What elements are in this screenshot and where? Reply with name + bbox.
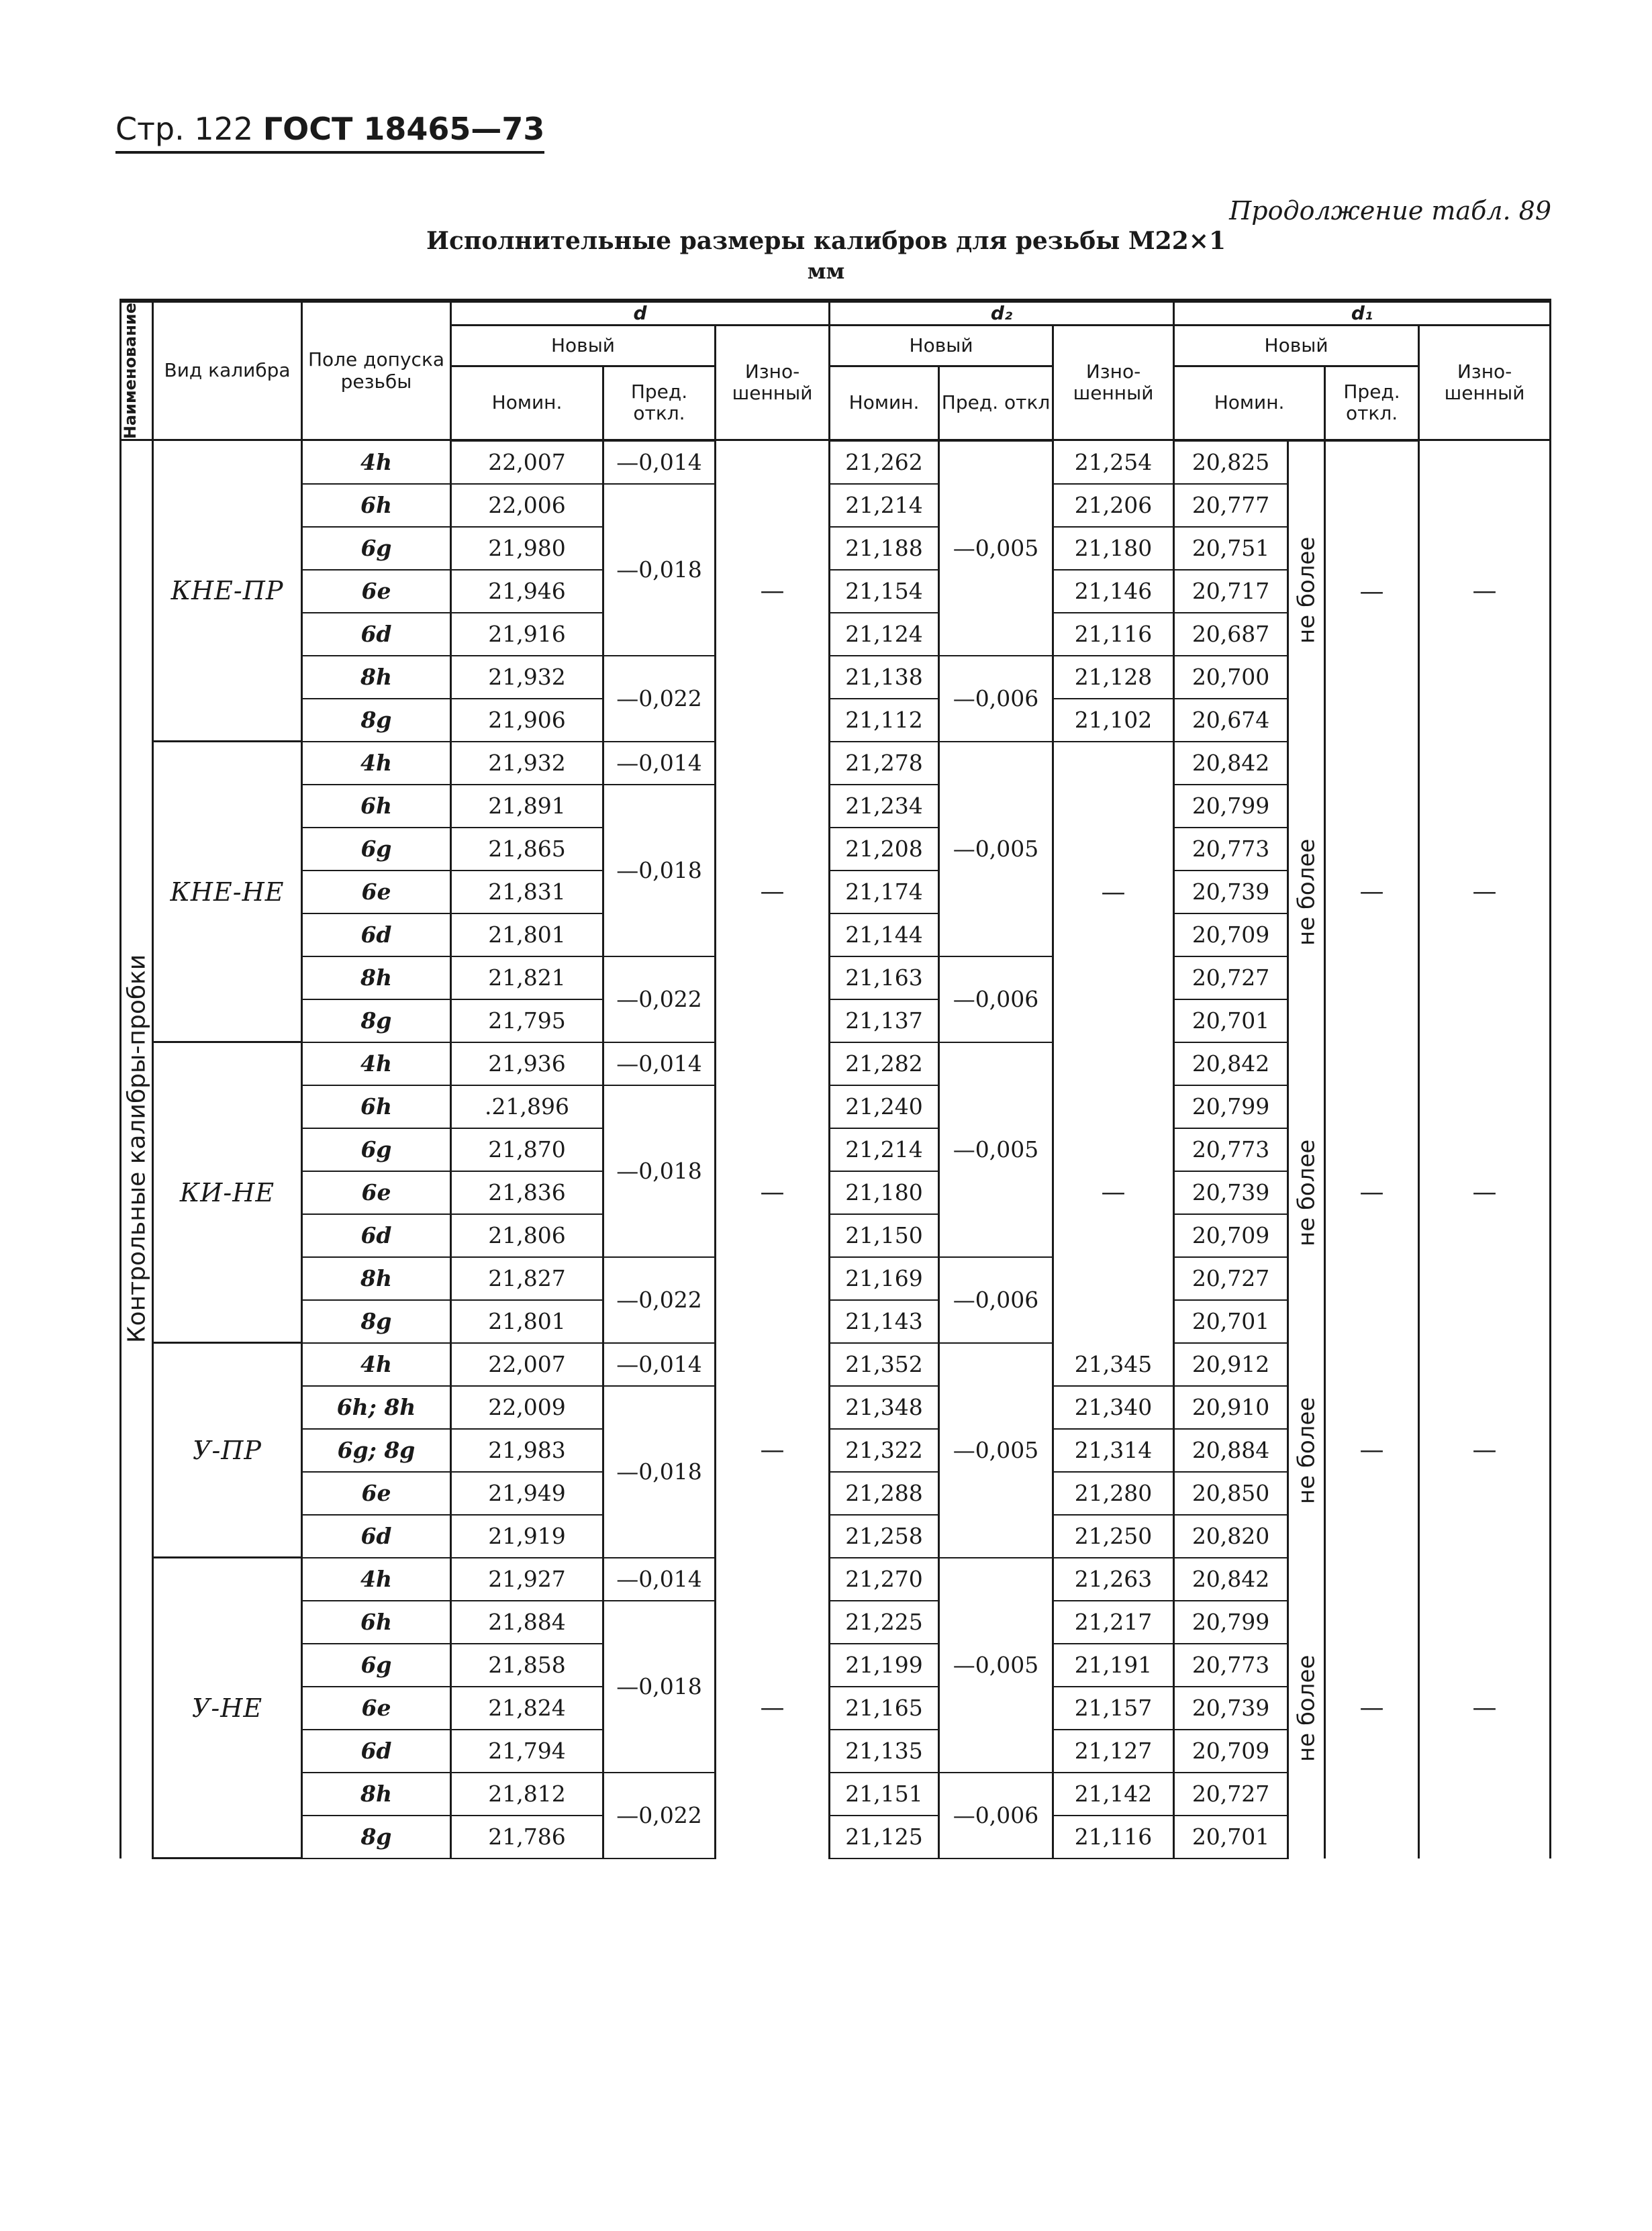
d-deviation: —0,018 — [603, 785, 716, 956]
d-nominal: 21,932 — [451, 656, 603, 699]
calibre-type: У-НЕ — [153, 1558, 302, 1858]
d-deviation: —0,022 — [603, 956, 716, 1042]
d1-nominal: 20,777 — [1174, 484, 1288, 527]
tolerance-field: 4h — [302, 1343, 451, 1386]
d2-nominal: 21,124 — [830, 613, 939, 656]
table-title: Исполнительные размеры калибров для резьбы M22×1 — [426, 227, 1226, 255]
col-d-header — [451, 301, 830, 326]
d2-worn: 21,102 — [1053, 699, 1174, 742]
tolerance-field: 6g — [302, 1644, 451, 1687]
d-deviation: —0,022 — [603, 1773, 716, 1858]
d-nominal: 21,836 — [451, 1171, 603, 1214]
d2-nominal: 21,262 — [830, 440, 939, 484]
d-nominal: .21,896 — [451, 1085, 603, 1128]
d-nominal: 21,831 — [451, 871, 603, 913]
d-deviation: —0,014 — [603, 440, 716, 484]
d2-nominal: 21,270 — [830, 1558, 939, 1601]
d-deviation: —0,018 — [603, 1085, 716, 1257]
d-nominal: 21,916 — [451, 613, 603, 656]
d1-nominal: 20,799 — [1174, 785, 1288, 828]
d2-nominal: 21,143 — [830, 1300, 939, 1343]
tolerance-field: 8h — [302, 656, 451, 699]
d-deviation: —0,014 — [603, 1343, 716, 1386]
d2-nominal: 21,282 — [830, 1042, 939, 1085]
d2-deviation: —0,005 — [939, 1558, 1053, 1773]
d2-nominal: 21,348 — [830, 1386, 939, 1429]
d2-deviation: —0,006 — [939, 656, 1053, 742]
d1-nominal: 20,701 — [1174, 999, 1288, 1042]
d2-worn: 21,250 — [1053, 1515, 1174, 1558]
tolerance-field: 6d — [302, 913, 451, 956]
d2-worn: 21,180 — [1053, 527, 1174, 570]
d-nominal: 21,870 — [451, 1128, 603, 1171]
side-label: Контрольные калибры-пробки — [121, 440, 153, 1858]
tolerance-field: 6h — [302, 785, 451, 828]
d1-nominal: 20,842 — [1174, 742, 1288, 785]
table-body — [121, 440, 1551, 1858]
d2-nominal: 21,137 — [830, 999, 939, 1042]
d2-nominal: 21,151 — [830, 1773, 939, 1816]
tolerance-field: 6g; 8g — [302, 1429, 451, 1472]
tolerance-field: 8g — [302, 699, 451, 742]
d2-worn: 21,116 — [1053, 1816, 1174, 1858]
d1-deviation: — — [1325, 1558, 1419, 1858]
d-nominal: 21,927 — [451, 1558, 603, 1601]
d-nominal: 21,801 — [451, 913, 603, 956]
tolerance-field: 4h — [302, 1558, 451, 1601]
d-symbol: d — [633, 302, 647, 324]
tolerance-field: 6e — [302, 570, 451, 613]
d-deviation: —0,018 — [603, 484, 716, 656]
tolerance-field: 8h — [302, 1257, 451, 1300]
d-nominal: 21,932 — [451, 742, 603, 785]
d-nominal: 21,786 — [451, 1816, 603, 1858]
tolerance-field: 4h — [302, 742, 451, 785]
table-row — [121, 440, 1551, 484]
tolerance-field: 6e — [302, 1472, 451, 1515]
d-nominal: 21,824 — [451, 1687, 603, 1730]
tolerance-field: 6h; 8h — [302, 1386, 451, 1429]
d2-nominal: 21,188 — [830, 527, 939, 570]
tolerance-field: 6g — [302, 1128, 451, 1171]
calibre-type: У-ПР — [153, 1343, 302, 1558]
d-nominal: 21,812 — [451, 1773, 603, 1816]
d-nominal: 21,980 — [451, 527, 603, 570]
d-nominal: 22,009 — [451, 1386, 603, 1429]
d1-nominal: 20,701 — [1174, 1816, 1288, 1858]
tolerance-field: 4h — [302, 440, 451, 484]
table-row — [121, 1042, 1551, 1085]
d1-limit-note: не более — [1288, 742, 1325, 1042]
calibre-type: КНЕ-ПР — [153, 440, 302, 742]
d-deviation: —0,018 — [603, 1386, 716, 1558]
d1-limit-note: не более — [1288, 440, 1325, 742]
d-nominal: 22,007 — [451, 1343, 603, 1386]
d1-nominal: 20,674 — [1174, 699, 1288, 742]
d-nominal: 21,801 — [451, 1300, 603, 1343]
d-dev-header: Пред. откл. — [603, 366, 716, 440]
tolerance-field: 6e — [302, 871, 451, 913]
page-number: Стр. 122 — [115, 111, 254, 147]
d2-worn: 21,263 — [1053, 1558, 1174, 1601]
table-row — [121, 1343, 1551, 1386]
d1-nominal: 20,850 — [1174, 1472, 1288, 1515]
d2-worn: 21,128 — [1053, 656, 1174, 699]
d2-nominal: 21,225 — [830, 1601, 939, 1644]
d1-nominal: 20,799 — [1174, 1085, 1288, 1128]
d-nominal: 21,821 — [451, 956, 603, 999]
d2-deviation: —0,005 — [939, 440, 1053, 656]
table-row — [121, 1558, 1551, 1601]
d-nominal: 21,891 — [451, 785, 603, 828]
d2-worn: 21,314 — [1053, 1429, 1174, 1472]
d2-nominal: 21,163 — [830, 956, 939, 999]
calibre-type: КИ-НЕ — [153, 1042, 302, 1343]
tolerance-field: 6h — [302, 1085, 451, 1128]
d1-nominal: 20,773 — [1174, 1128, 1288, 1171]
d2-worn: 21,157 — [1053, 1687, 1174, 1730]
tolerance-field: 8g — [302, 1300, 451, 1343]
d-nominal: 21,946 — [451, 570, 603, 613]
d-deviation: —0,022 — [603, 1257, 716, 1343]
d2-nominal: 21,180 — [830, 1171, 939, 1214]
d2-nom-header: Номин. — [830, 366, 939, 440]
d2-nominal: 21,135 — [830, 1730, 939, 1773]
tolerance-field: 4h — [302, 1042, 451, 1085]
d2-worn: 21,340 — [1053, 1386, 1174, 1429]
d2-worn: 21,146 — [1053, 570, 1174, 613]
d-nominal: 21,983 — [451, 1429, 603, 1472]
d1-worn: — — [1419, 1558, 1551, 1858]
d2-worn-header: Изно-шенный — [1053, 326, 1174, 440]
d-nominal: 21,795 — [451, 999, 603, 1042]
d2-worn: 21,206 — [1053, 484, 1174, 527]
d2-nominal: 21,258 — [830, 1515, 939, 1558]
d-worn-header: Изно-шенный — [716, 326, 830, 440]
d1-nominal: 20,700 — [1174, 656, 1288, 699]
d2-worn: 21,116 — [1053, 613, 1174, 656]
d-nominal: 21,794 — [451, 1730, 603, 1773]
d2-nominal: 21,234 — [830, 785, 939, 828]
d-nominal: 21,949 — [451, 1472, 603, 1515]
d1-nominal: 20,727 — [1174, 1773, 1288, 1816]
d2-symbol: d₂ — [990, 302, 1013, 324]
d2-nominal: 21,150 — [830, 1214, 939, 1257]
d2-deviation: —0,005 — [939, 1343, 1053, 1558]
d2-worn: — — [1053, 742, 1174, 1042]
d1-nominal: 20,842 — [1174, 1558, 1288, 1601]
d1-nominal: 20,709 — [1174, 913, 1288, 956]
d-nominal: 21,865 — [451, 828, 603, 871]
d2-nominal: 21,214 — [830, 484, 939, 527]
page-header — [115, 111, 544, 147]
d1-nominal: 20,709 — [1174, 1730, 1288, 1773]
d1-deviation: — — [1325, 440, 1419, 742]
d-deviation: —0,014 — [603, 742, 716, 785]
d1-worn: — — [1419, 742, 1551, 1042]
d1-nominal: 20,773 — [1174, 828, 1288, 871]
d1-worn: — — [1419, 440, 1551, 742]
d1-nominal: 20,751 — [1174, 527, 1288, 570]
col-type-header: Вид калибра — [153, 301, 302, 440]
d1-nom-header: Номин. — [1174, 366, 1325, 440]
d-nominal: 22,007 — [451, 440, 603, 484]
d-nominal: 21,936 — [451, 1042, 603, 1085]
tolerance-field: 6d — [302, 1214, 451, 1257]
d2-deviation: —0,006 — [939, 956, 1053, 1042]
header-rule — [115, 151, 544, 154]
standard-code: ГОСТ 18465—73 — [262, 111, 545, 147]
d1-nominal: 20,842 — [1174, 1042, 1288, 1085]
d-nominal: 22,006 — [451, 484, 603, 527]
tolerance-field: 8g — [302, 1816, 451, 1858]
d1-nominal: 20,799 — [1174, 1601, 1288, 1644]
d2-nominal: 21,112 — [830, 699, 939, 742]
name-header-text: Наименование — [121, 303, 140, 440]
d2-worn: 21,127 — [1053, 1730, 1174, 1773]
d1-new-header: Новый — [1174, 326, 1419, 366]
d-worn: — — [716, 742, 830, 1042]
d2-worn: 21,217 — [1053, 1601, 1174, 1644]
d1-nominal: 20,687 — [1174, 613, 1288, 656]
d1-dev-header: Пред. откл. — [1325, 366, 1419, 440]
tolerance-field: 6e — [302, 1687, 451, 1730]
d1-limit-note: не более — [1288, 1343, 1325, 1558]
d1-nominal: 20,912 — [1174, 1343, 1288, 1386]
d-nominal: 21,884 — [451, 1601, 603, 1644]
d1-nominal: 20,773 — [1174, 1644, 1288, 1687]
d1-worn-header: Изно-шенный — [1419, 326, 1551, 440]
d1-worn: — — [1419, 1042, 1551, 1343]
d2-nominal: 21,240 — [830, 1085, 939, 1128]
d-nominal: 21,806 — [451, 1214, 603, 1257]
d1-deviation: — — [1325, 742, 1419, 1042]
d1-nominal: 20,709 — [1174, 1214, 1288, 1257]
d2-nominal: 21,144 — [830, 913, 939, 956]
d2-nominal: 21,208 — [830, 828, 939, 871]
d-deviation: —0,014 — [603, 1558, 716, 1601]
d1-limit-note: не более — [1288, 1558, 1325, 1858]
d1-nominal: 20,739 — [1174, 1687, 1288, 1730]
d1-nominal: 20,739 — [1174, 1171, 1288, 1214]
col-d1-header — [1174, 301, 1551, 326]
d-worn: — — [716, 440, 830, 742]
d2-deviation: —0,006 — [939, 1257, 1053, 1343]
d2-worn: 21,345 — [1053, 1343, 1174, 1386]
d1-nominal: 20,717 — [1174, 570, 1288, 613]
d-nominal: 21,906 — [451, 699, 603, 742]
d1-nominal: 20,727 — [1174, 956, 1288, 999]
d1-nominal: 20,820 — [1174, 1515, 1288, 1558]
d1-limit-note: не более — [1288, 1042, 1325, 1343]
d1-nominal: 20,884 — [1174, 1429, 1288, 1472]
tolerance-field: 6h — [302, 484, 451, 527]
d1-deviation: — — [1325, 1343, 1419, 1558]
tolerance-field: 8g — [302, 999, 451, 1042]
d-deviation: —0,022 — [603, 656, 716, 742]
table-units: мм — [807, 258, 845, 284]
d1-symbol: d₁ — [1351, 302, 1373, 324]
d-nominal: 21,858 — [451, 1644, 603, 1687]
calibre-table — [119, 299, 1549, 1859]
d2-nominal: 21,214 — [830, 1128, 939, 1171]
d2-nominal: 21,125 — [830, 1816, 939, 1858]
d2-nominal: 21,199 — [830, 1644, 939, 1687]
d-worn: — — [716, 1343, 830, 1558]
d2-worn: 21,191 — [1053, 1644, 1174, 1687]
tolerance-field: 6d — [302, 1515, 451, 1558]
d-deviation: —0,018 — [603, 1601, 716, 1773]
tolerance-field: 6h — [302, 1601, 451, 1644]
d2-worn: 21,280 — [1053, 1472, 1174, 1515]
d2-nominal: 21,288 — [830, 1472, 939, 1515]
tolerance-field: 8h — [302, 1773, 451, 1816]
d2-deviation: —0,005 — [939, 742, 1053, 956]
d-worn: — — [716, 1042, 830, 1343]
calibre-type: КНЕ-НЕ — [153, 742, 302, 1042]
tolerance-field: 6g — [302, 527, 451, 570]
d2-worn: — — [1053, 1042, 1174, 1343]
d-nominal: 21,827 — [451, 1257, 603, 1300]
col-field-header: Поле допуска резьбы — [302, 301, 451, 440]
d2-nominal: 21,169 — [830, 1257, 939, 1300]
d2-nominal: 21,138 — [830, 656, 939, 699]
d-nominal: 21,919 — [451, 1515, 603, 1558]
d2-nominal: 21,165 — [830, 1687, 939, 1730]
d1-nominal: 20,825 — [1174, 440, 1288, 484]
tolerance-field: 6g — [302, 828, 451, 871]
tolerance-field: 6d — [302, 1730, 451, 1773]
d2-nominal: 21,154 — [830, 570, 939, 613]
d2-dev-header: Пред. откл — [939, 366, 1053, 440]
d2-worn: 21,254 — [1053, 440, 1174, 484]
table-row — [121, 742, 1551, 785]
tolerance-field: 6e — [302, 1171, 451, 1214]
d1-nominal: 20,739 — [1174, 871, 1288, 913]
d1-worn: — — [1419, 1343, 1551, 1558]
d2-deviation: —0,006 — [939, 1773, 1053, 1858]
d1-nominal: 20,701 — [1174, 1300, 1288, 1343]
col-d2-header — [830, 301, 1174, 326]
tolerance-field: 6d — [302, 613, 451, 656]
d-deviation: —0,014 — [603, 1042, 716, 1085]
d2-nominal: 21,322 — [830, 1429, 939, 1472]
d2-nominal: 21,278 — [830, 742, 939, 785]
d1-nominal: 20,727 — [1174, 1257, 1288, 1300]
d-worn: — — [716, 1558, 830, 1858]
d2-deviation: —0,005 — [939, 1042, 1053, 1257]
d2-nominal: 21,352 — [830, 1343, 939, 1386]
d2-nominal: 21,174 — [830, 871, 939, 913]
d-new-header: Новый — [451, 326, 716, 366]
d2-worn: 21,142 — [1053, 1773, 1174, 1816]
d1-nominal: 20,910 — [1174, 1386, 1288, 1429]
tolerance-field: 8h — [302, 956, 451, 999]
d-nom-header: Номин. — [451, 366, 603, 440]
d1-deviation: — — [1325, 1042, 1419, 1343]
d2-new-header: Новый — [830, 326, 1053, 366]
continuation-note: Продолжение табл. 89 — [1229, 196, 1551, 226]
col-name-header — [121, 301, 153, 440]
